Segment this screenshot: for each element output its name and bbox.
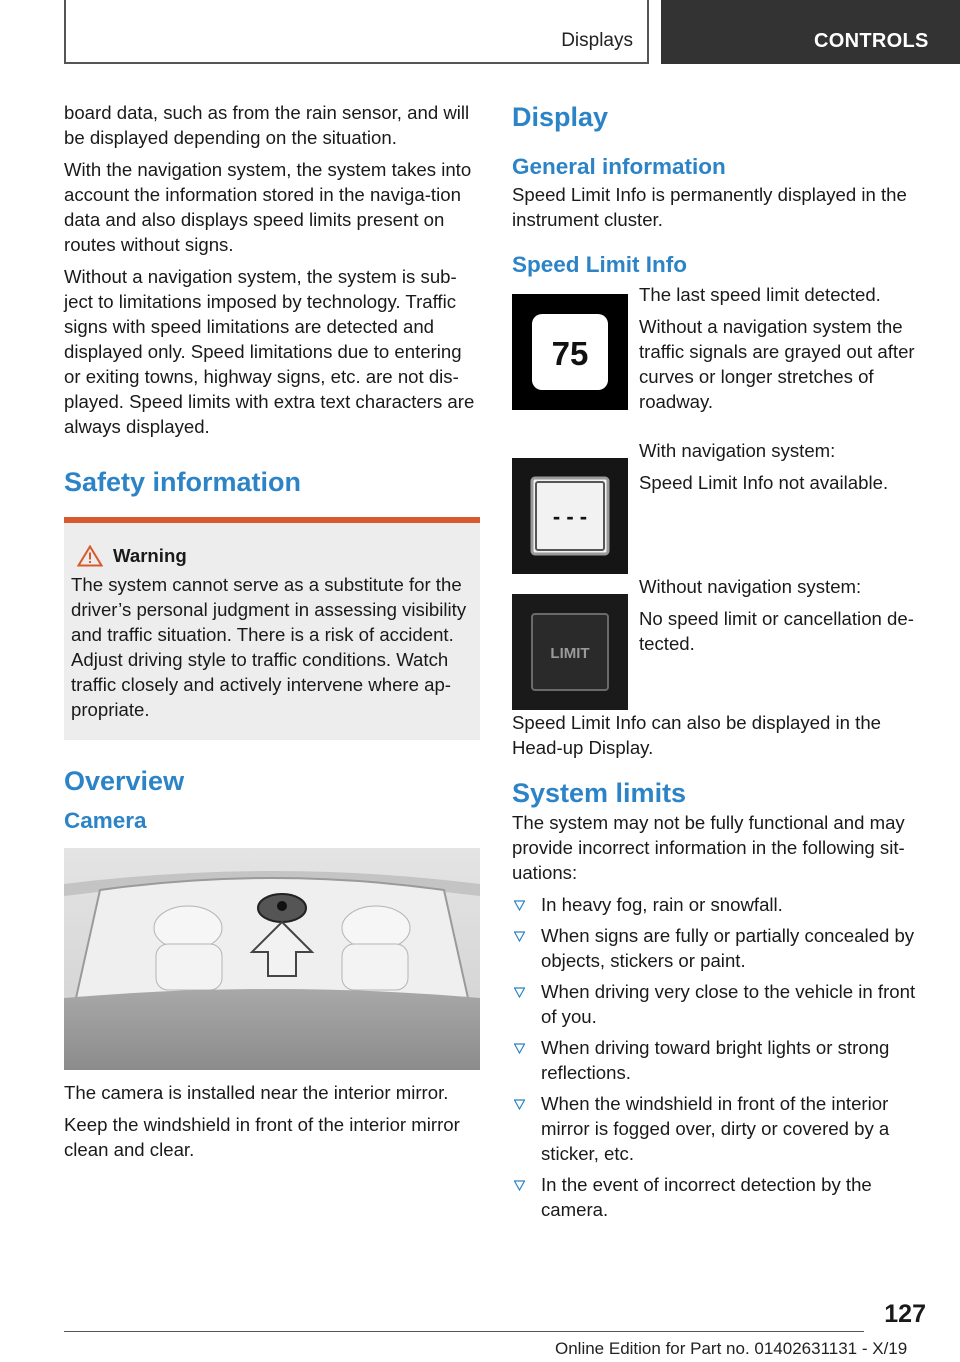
warning-triangle-icon <box>77 545 103 567</box>
display-heading: Display <box>512 102 609 132</box>
header-section-tab <box>64 0 649 64</box>
speed-limit-unavailable-description <box>639 438 930 502</box>
bullet-triangle-icon <box>514 987 525 998</box>
speed-limit-item-limit <box>512 574 930 700</box>
list-item <box>512 1172 930 1222</box>
speed-limit-cancel-description <box>639 574 930 663</box>
section-title: Displays <box>561 30 633 51</box>
list-item <box>512 1035 930 1085</box>
warning-text: The system cannot serve as a substitute for the driver’s personal judgment in assessing visibility and traffic situation. There is a risk of accident. Adjust driving style to traffic conditions. Watch traffic closely and actively intervene where ap‐propriate. <box>71 574 467 720</box>
header-chapter-tab[interactable] <box>661 0 960 64</box>
system-limits-list <box>512 892 930 1222</box>
page-number: 127 <box>884 1300 926 1328</box>
sli-nonav-line-1: Without navigation system: <box>639 576 862 597</box>
general-info-text: Speed Limit Info is permanently displayed in the instrument cluster. <box>512 184 907 230</box>
sign-limit-text: LIMIT <box>550 645 590 662</box>
speed-limit-info-heading: Speed Limit Info <box>512 252 688 277</box>
sign-dashes-text: - - - <box>552 504 588 529</box>
list-item <box>512 979 930 1029</box>
camera-paragraph-2: Keep the windshield in front of the interior mirror clean and clear. <box>64 1114 460 1160</box>
footer-divider <box>64 1331 864 1332</box>
right-column <box>512 100 930 1228</box>
bullet-triangle-icon <box>514 1043 525 1054</box>
warning-box <box>64 517 480 740</box>
footer-edition: Online Edition for Part no. 01402631131 - X/19 <box>555 1339 908 1358</box>
list-item <box>512 892 930 917</box>
warning-title-row <box>71 543 474 568</box>
sli-nav-line-2: Speed Limit Info not available. <box>639 472 889 493</box>
intro-paragraph-1: board data, such as from the rain sensor, and will be displayed depending on the situation. <box>64 102 470 148</box>
speed-limit-item-unavailable <box>512 438 930 574</box>
list-item <box>512 1091 930 1166</box>
speed-limit-75-description <box>639 282 930 421</box>
intro-paragraph-3: Without a navigation system, the system is sub‐ject to limitations imposed by technology. Traffic signs with speed limitations are detected and displayed only. Speed limitations due to entering or exiting towns, highway signs, etc. are not dis‐played. Speed limits with extra text characters are always displayed. <box>64 266 475 437</box>
camera-location-image <box>64 848 480 1070</box>
sli-75-line-1: The last speed limit detected. <box>639 284 881 305</box>
camera-paragraph-1: The camera is installed near the interior mirror. <box>64 1082 449 1103</box>
list-item-text: In the event of incorrect detection by the camera. <box>541 1174 872 1220</box>
bullet-triangle-icon <box>514 1180 525 1191</box>
sli-75-line-2: Without a navigation system the traffic signals are grayed out after curves or longer stretches of roadway. <box>639 316 915 412</box>
sign-75-text: 75 <box>551 335 589 372</box>
chapter-title: CONTROLS <box>814 30 929 52</box>
list-item <box>512 923 930 973</box>
speed-limit-75-icon <box>512 294 628 410</box>
list-item-text: When driving very close to the vehicle in front of you. <box>541 981 916 1027</box>
warning-title: Warning <box>113 545 187 566</box>
speed-limit-item-75 <box>512 282 930 418</box>
speed-limit-unavailable-icon <box>512 458 628 574</box>
list-item-text: When driving toward bright lights or strong reflections. <box>541 1037 890 1083</box>
bullet-triangle-icon <box>514 900 525 911</box>
camera-heading: Camera <box>64 808 147 833</box>
intro-paragraph-2: With the navigation system, the system takes into account the information stored in the naviga‐tion data and also displays speed limits present on routes without signs. <box>64 159 472 255</box>
left-column <box>64 100 480 1169</box>
system-limits-intro: The system may not be fully functional and may provide incorrect information in the following sit‐uations: <box>512 812 905 883</box>
safety-heading: Safety information <box>64 467 302 497</box>
general-info-heading: General information <box>512 154 726 179</box>
list-item-text: When signs are fully or partially concealed by objects, stickers or paint. <box>541 925 915 971</box>
list-item-text: When the windshield in front of the interior mirror is fogged over, dirty or covered by a sticker, etc. <box>541 1093 890 1164</box>
list-item-text: In heavy fog, rain or snowfall. <box>541 894 783 915</box>
bullet-triangle-icon <box>514 931 525 942</box>
system-limits-heading: System limits <box>512 778 687 808</box>
speed-limit-cancel-icon <box>512 594 628 710</box>
sli-nav-line-1: With navigation system: <box>639 440 836 461</box>
bullet-triangle-icon <box>514 1099 525 1110</box>
hud-text: Speed Limit Info can also be displayed in the Head-up Display. <box>512 712 882 758</box>
overview-heading: Overview <box>64 766 185 796</box>
sli-nonav-line-2: No speed limit or cancellation de‐tected. <box>639 608 914 654</box>
